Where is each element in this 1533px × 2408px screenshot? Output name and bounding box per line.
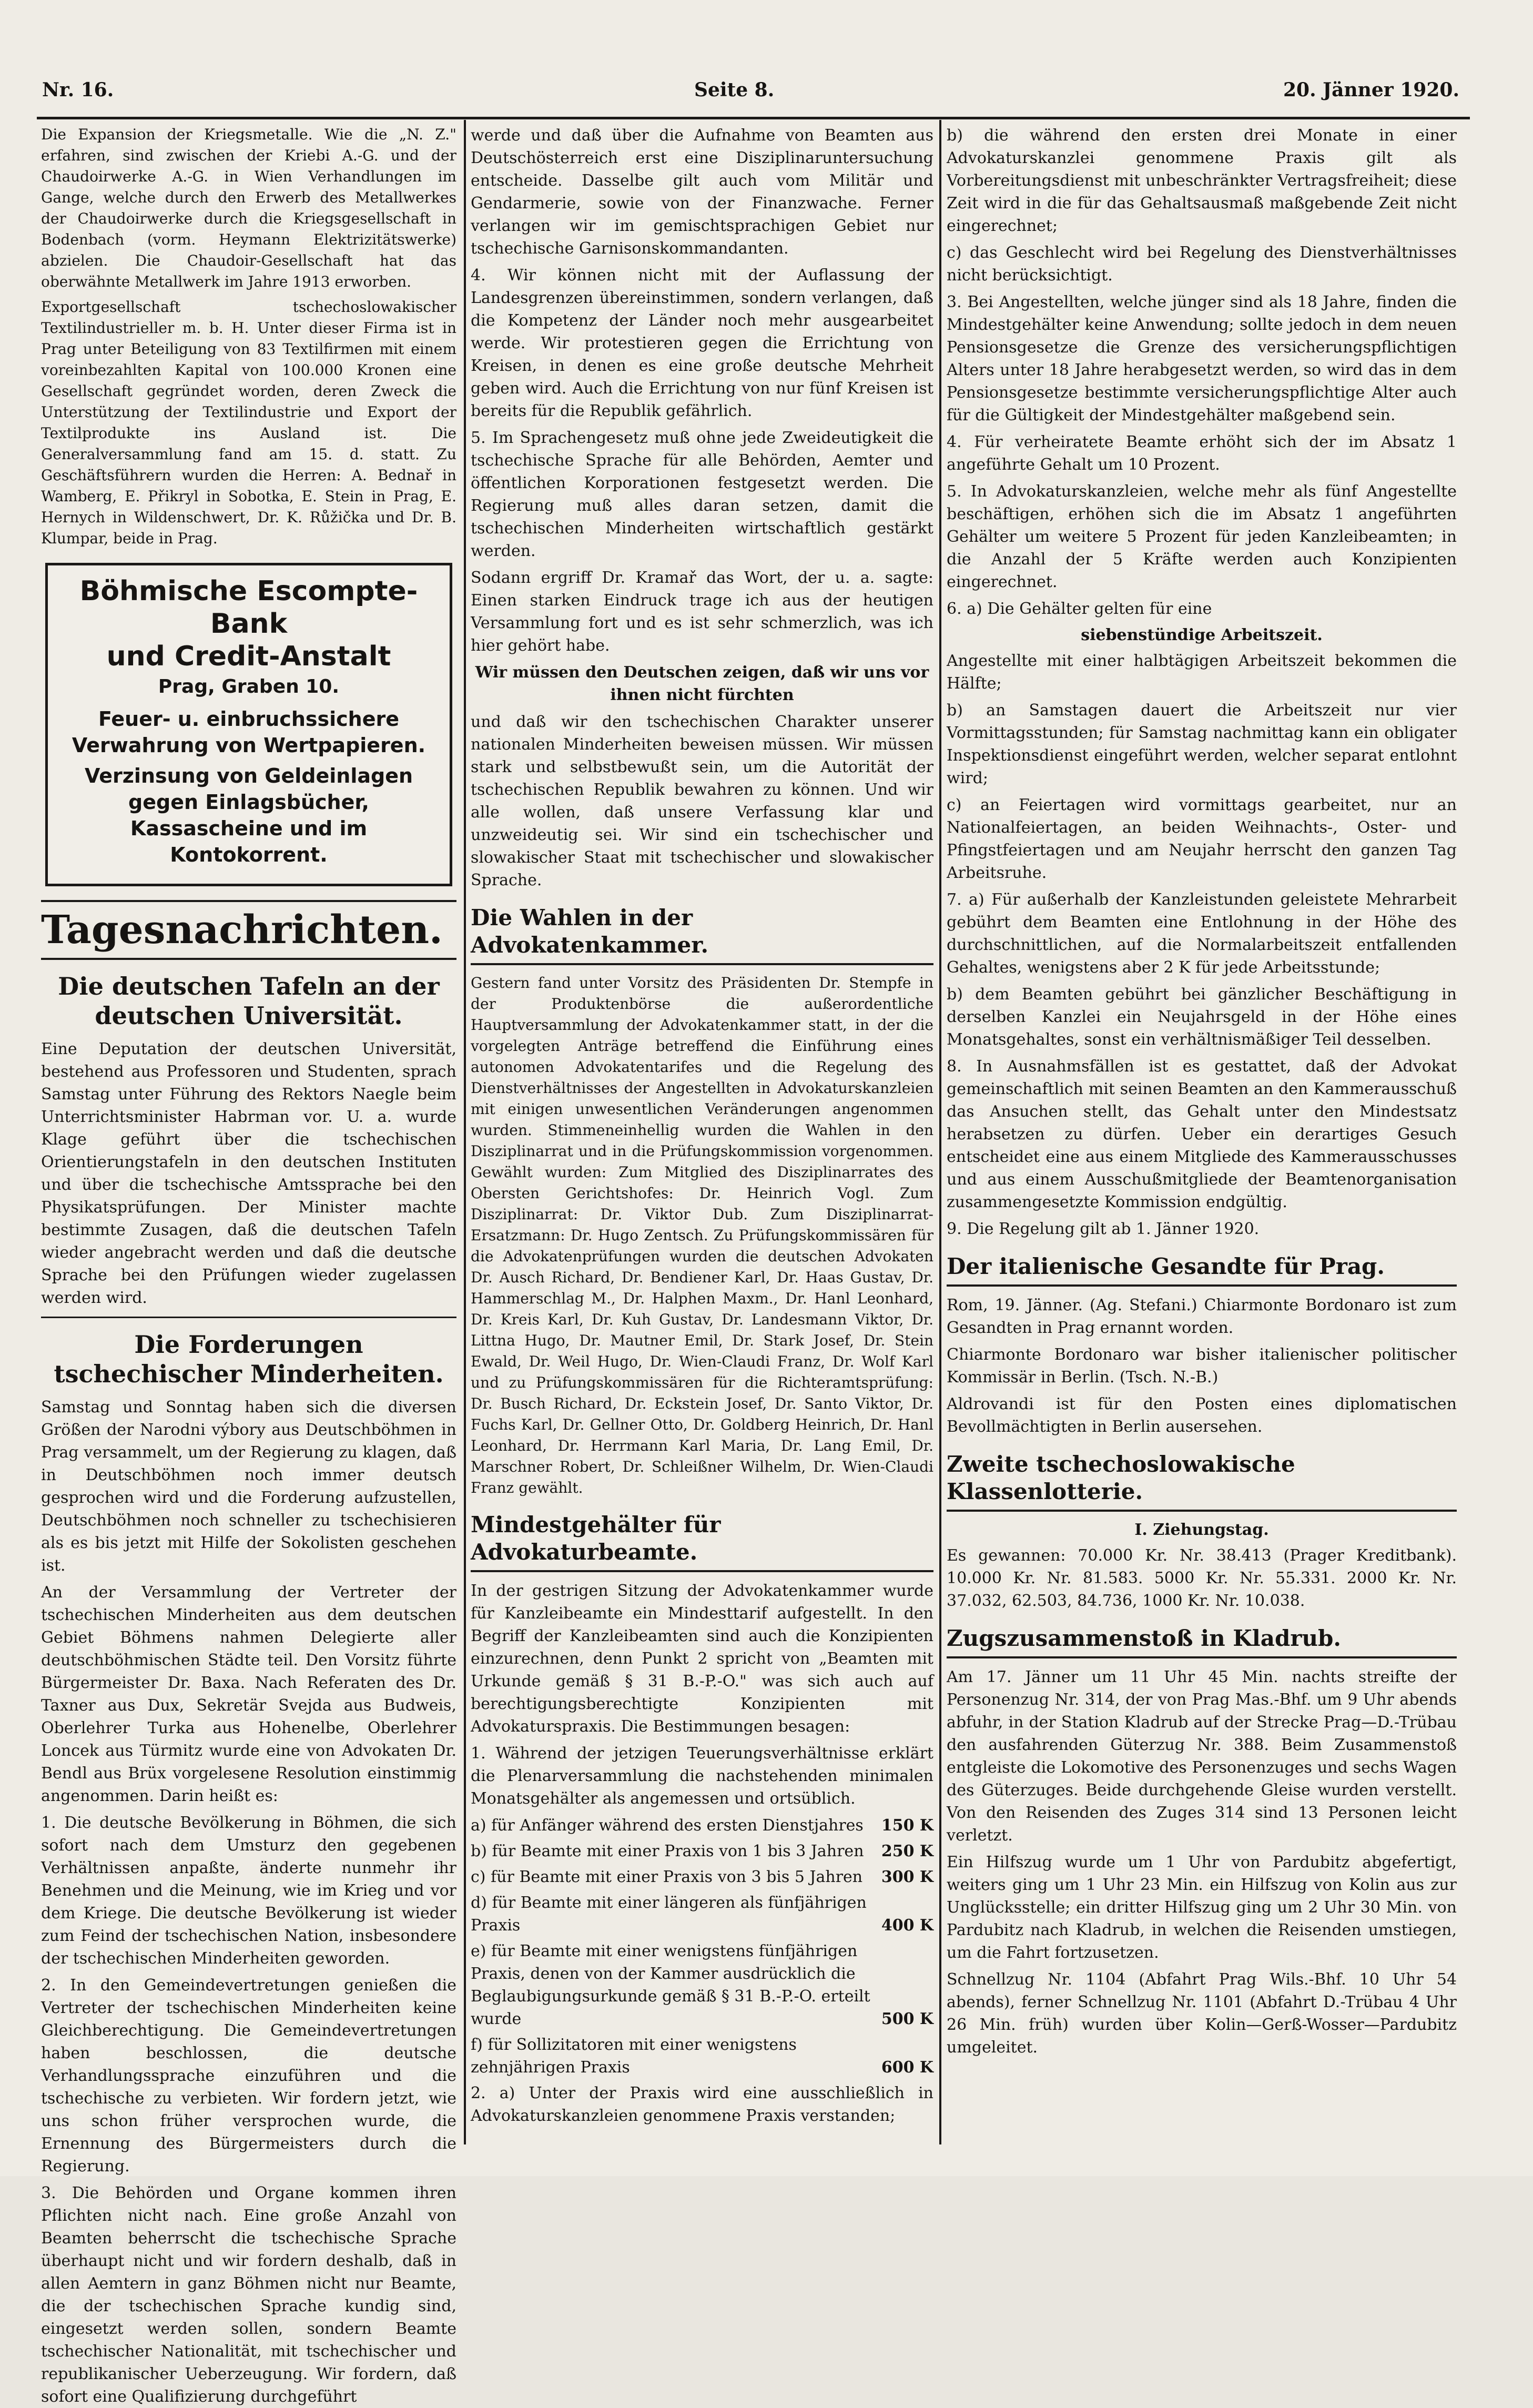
salary-label: d) für Beamte mit einer längeren als fünfjährigen Praxis [471,1894,867,1935]
ad-title: und Credit-Anstalt [106,641,391,672]
article-paragraph: c) das Geschlecht wird bei Regelung des Dienstverhältnisses nicht berücksichtigt. [947,244,1457,285]
article-paragraph: 5. In Advokaturskanzleien, welche mehr als fünf Angestellte beschäftigen, erhöhen sich die im Absatz 1 angeführten Gehälter um weitere 5 Prozent für jeden Kanzleibeamten; in die Anzahl der 5 Kräfte werden auch Konzipienten eingerechnet. [947,482,1457,591]
salary-list [471,1814,933,2079]
article-paragraph: und daß wir den tschechischen Charakter unserer nationalen Minderheiten beweisen müssen. Wir müssen stark und selbstbewußt sein, um die Autorität der tschechischen Republik bewahren zu können. Und wir alle wollen, daß unsere Verfassung klar und unzweideutig sei. Wir sind ein tschechischer und slowakischer Staat mit tschechischer und slowakischer Sprache. [471,713,933,889]
article-paragraph: b) an Samstagen dauert die Arbeitszeit nur vier Vormittagsstunden; für Samstag nachmittag kann ein obligater Inspektionsdienst eingeführt werden, welcher separat entlohnt wird; [947,701,1457,787]
salary-amount: 400 K [881,1916,933,1935]
salary-row [471,1866,933,1888]
salary-row [471,1840,933,1863]
salary-row [471,1891,933,1937]
salary-label: e) für Beamte mit einer wenigstens fünfjährigen Praxis, denen von der Kammer ausdrücklich die Beglaubigungsurkunde gemäß § 31 B.-P.-O. erteilt wurde [471,1942,870,2028]
issue-number: Nr. 16. [42,79,114,101]
article-paragraph: 2. In den Gemeindevertretungen genießen die Vertreter der tschechischen Minderheiten keine Gleichberechtigung. Die Gemeindevertretungen haben beschlossen, die deutsche Verhandlungssprache einzuführen und die tschechische zu verbieten. Wir fordern jetzt, wie uns schon früher versprochen wurde, die Ernennung des Bürgermeisters durch die Regierung. [41,1976,456,2176]
article-paragraph: Es gewannen: 70.000 Kr. Nr. 38.413 (Prager Kreditbank). 10.000 Kr. Nr. 81.583. 5000 Kr. Nr. 55.331. 2000 Kr. Nr. 37.032, 62.503, 84.736, 1000 Kr. Nr. 10.038. [947,1546,1457,1610]
salary-amount: 500 K [881,2010,933,2028]
article-paragraph: Rom, 19. Jänner. (Ag. Stefani.) Chiarmonte Bordonaro ist zum Gesandten in Prag ernannt worden. [947,1296,1457,1337]
article-paragraph: 8. In Ausnahmsfällen ist es gestattet, daß der Advokat gemeinschaftlich mit seinen Beamten an den Kammerausschuß das Ansuchen stellt, das Gehalt unter den Mindestsatz herabsetzen zu dürfen. Ueber ein derartiges Gesuch entscheidet eine aus einem Mitgliede des Kammerausschusses und aus einem Ausschußmitgliede der Beamtenorganisation zusammengesetzte Kommission endgültig. [947,1057,1457,1211]
article-paragraph: 7. a) Für außerhalb der Kanzleistunden geleistete Mehrarbeit gebührt dem Beamten eine Entlohnung in der Höhe des durchschnittlichen, auf die Normalarbeitszeit entfallenden Gehaltes, wenigstens aber 2 K für jede Arbeitsstunde; [947,891,1457,977]
article-paragraph: Die Expansion der Kriegsmetalle. Wie die „N. Z." erfahren, sind zwischen der Kriebi A.-G. und der Chaudoirwerke A.-G. in Wien Verhandlungen im Gange, welche durch den Erwerb des Metallwerkes der Chaudoirwerke durch die Kriegsgesellschaft in Bodenbach (vorm. Heymann Elektrizitätswerke) abzielen. Die Chaudoir-Gesellschaft hat das oberwähnte Metallwerk im Jahre 1913 erworben. [41,126,456,290]
article-paragraph: Exportgesellschaft tschechoslowakischer Textilindustrieller m. b. H. Unter dieser Firma ist in Prag unter Beteiligung von 83 Textilfirmen mit einem voreinbezahlten Kapital von 100.000 Kronen eine Gesellschaft gegründet worden, deren Zweck die Unterstützung der Textilindustrie und Export der Textilprodukte ins Ausland ist. Die Generalversammlung fand am 15. d. statt. Zu Geschäftsführern wurden die Herren: A. Bednař in Wamberg, E. Přikryl in Sobotka, E. Stein in Prag, E. Hernych in Wildenschwert, Dr. K. Růžička und Dr. B. Klumpar, beide in Prag. [41,298,456,547]
article-paragraph: Sodann ergriff Dr. Kramař das Wort, der u. a. sagte: Einen starken Eindruck trage ich aus der heutigen Versammlung fort und es ist sehr schmerzlich, was ich hier gehört habe. [471,569,933,655]
article-paragraph: 3. Die Behörden und Organe kommen ihren Pflichten nicht nach. Eine große Anzahl von Beamten beherrscht die tschechische Sprache überhaupt nicht und wir fordern deshalb, daß in allen Aemtern in ganz Böhmen nicht nur Beamte, die der tschechischen Sprache kundig sind, eingesetzt werden sollen, sondern Beamte tschechischer Nationalität, mit tschechischer und republikanischer Ueberzeugung. Wir fordern, daß sofort eine Qualifizierung durchgeführt [41,2184,456,2406]
article-paragraph: Ein Hilfszug wurde um 1 Uhr von Pardubitz abgefertigt, weiters ging um 1 Uhr 23 Min. ein Hilfszug von Kolin aus zur Unglücksstelle; ein dritter Hilfszug ging um 2 Uhr 30 Min. von Pardubitz nach Kladrub, in welchen die Reisenden umstiegen, um die Fahrt fortzusetzen. [947,1853,1457,1962]
salary-amount: 600 K [881,2058,933,2077]
article-paragraph: In der gestrigen Sitzung der Advokatenkammer wurde für Kanzleibeamte ein Mindesttarif aufgestellt. In den Begriff der Kanzleibeamten sind auch die Konzipienten einzurechnen, denn Punkt 2 spricht von „Beamten mit Urkunde gemäß § 31 B.-P.-O." was sich auch auf berechtigungsberechtigte Konzipienten mit Advokaturspraxis. Die Bestimmungen besagen: [471,1582,933,1736]
article-paragraph: b) dem Beamten gebührt bei gänzlicher Beschäftigung in derselben Kanzlei ein Neujahrsgeld in der Höhe eines Monatsgehaltes, sonst ein verhältnismäßiger Teil desselben. [947,985,1457,1049]
article-paragraph: 1. Während der jetzigen Teuerungsverhältnisse erklärt die Plenarversammlung die nachstehenden minimalen Monatsgehälter als angemessen und ortsüblich. [471,1744,933,1808]
header-rule [37,117,1470,119]
article-paragraph: 9. Die Regelung gilt ab 1. Jänner 1920. [947,1220,1260,1238]
salary-row [471,1940,933,2030]
article-paragraph: b) die während den ersten drei Monate in einer Advokaturskanzlei genommene Praxis gilt als Vorbereitungsdienst mit unbeschränkter Vertragsfreiheit; diese Zeit wird in die für das Gehaltsausmaß maßgebende Zeit nicht eingerechnet; [947,126,1457,235]
ad-text: Feuer- u. einbruchssichere Verwahrung von Wertpapieren. [72,707,426,757]
article-paragraph: 6. a) Die Gehälter gelten für eine [947,600,1212,618]
salary-label: f) für Sollizitatoren mit einer wenigstens zehnjährigen Praxis [471,2036,797,2077]
page-number: Seite 8. [694,79,775,101]
column-3 [947,124,1457,2144]
article-paragraph: Schnellzug Nr. 1104 (Abfahrt Prag Wils.-Bhf. 10 Uhr 54 abends), ferner Schnellzug Nr. 1101 (Abfahrt D.-Trübau 4 Uhr 26 Min. früh) wurden über Kolin—Gerß-Wosser—Pardubitz umgeleitet. [947,1970,1457,2057]
article-headline: Zweite tschechoslowakische Klassenlotterie. [947,1451,1457,1512]
article-paragraph: c) an Feiertagen wird vormittags gearbeitet, nur an Nationalfeiertagen, an beiden Weihnachts-, Oster- und Pfingstfeiertagen und am Neujahr herrscht den ganzen Tag Arbeitsruhe. [947,796,1457,882]
article-headline: Die deutschen Tafeln an der deutschen Universität. [58,972,440,1030]
article-paragraph: Chiarmonte Bordonaro war bisher italienischer politischer Kommissär in Berlin. (Tsch. N.-B.) [947,1345,1457,1387]
article-paragraph: An der Versammlung der Vertreter der tschechischen Minderheiten aus dem deutschen Gebiet Böhmens nahmen Delegierte aller deutschböhmischen Städte teil. Den Vorsitz führte Bürgermeister Dr. Baxa. Nach Referaten des Dr. Taxner aus Dux, Sekretär Svejda aus Budweis, Oberlehrer Turka aus Hohenelbe, Oberlehrer Loncek aus Türmitz wurde eine von Advokaten Dr. Bendl aus Brüx vorgelesene Resolution einstimmig angenommen. Darin heißt es: [41,1583,456,1805]
salary-label: c) für Beamte mit einer Praxis von 3 bis 5 Jahren [471,1868,863,1886]
column-1 [41,124,456,2406]
salary-label: a) für Anfänger während des ersten Dienstjahres [471,1816,864,1835]
column-divider [464,120,466,2144]
article-paragraph: werde und daß über die Aufnahme von Beamten aus Deutschösterreich erst eine Disziplinaruntersuchung entscheide. Dasselbe gilt auch vom Militär und Gendarmerie, sowie von der Finanzwache. Ferner verlangen wir im gemischtsprachigen Gebiet nur tschechische Garnisonskommandanten. [471,126,933,258]
article-paragraph: Angestellte mit einer halbtägigen Arbeitszeit bekommen die Hälfte; [947,652,1457,693]
salary-amount: 300 K [881,1868,933,1886]
article-paragraph: Eine Deputation der deutschen Universität, bestehend aus Professoren und Studenten, sprach Samstag unter Führung des Rektors Naegle beim Unterrichtsminister Habrman vor. U. a. wurde Klage geführt über die tschechischen Orientierungstafeln in den deutschen Instituten und über die tschechische Amtssprache bei den Physikatsprüfungen. Der Minister machte bestimmte Zusagen, daß die deutschen Tafeln wieder angebracht werden und daß die deutsche Sprache bei den Prüfungen wieder zugelassen werden wird. [41,1040,456,1307]
article-paragraph: 4. Für verheiratete Beamte erhöht sich der im Absatz 1 angeführte Gehalt um 10 Prozent. [947,433,1457,474]
column-divider [939,120,941,2144]
salary-amount: 150 K [881,1816,933,1835]
bank-advertisement [45,563,452,886]
article-paragraph: Am 17. Jänner um 11 Uhr 45 Min. nachts streifte der Personenzug Nr. 314, der von Prag Mas.-Bhf. um 9 Uhr abends abfuhr, in der Station Kladrub auf der Strecke Prag—D.-Trübau den ausfahrenden Güterzug Nr. 388. Beim Zusammenstoß entgleiste die Lokomotive des Personenzuges und sechs Wagen des Güterzuges. Beide durchgehende Gleise wurden verstellt. Von den Reisenden des Zuges 314 sind 13 Personen leicht verletzt. [947,1668,1457,1845]
salary-row [471,1814,933,1837]
article-paragraph: 5. Im Sprachengesetz muß ohne jede Zweideutigkeit die tschechische Sprache für alle Behörden, Aemter und öffentlichen Korporationen festgesetzt werden. Die Regierung muß alles daran setzen, damit die tschechischen Minderheiten wirtschaftlich gestärkt werden. [471,429,933,560]
page-header [42,79,1459,110]
article-subheading: I. Ziehungstag. [1134,1521,1269,1539]
article-headline: Der italienische Gesandte für Prag. [947,1253,1457,1287]
article-paragraph: Samstag und Sonntag haben sich die diversen Größen der Narodni výbory aus Deutschböhmen in Prag versammelt, um der Regierung zu klagen, daß in Deutschböhmen noch immer deutsch gesprochen wird und die Forderung aufzustellen, Deutschböhmen noch schneller zu tschechisieren als es bis jetzt mit Hilfe der Sokolisten geschehen ist. [41,1398,456,1575]
salary-row [471,2033,933,2079]
article-headline: Die Forderungen tschechischer Minderheiten. [54,1330,444,1388]
ad-title: Böhmische Escompte-Bank [79,575,418,640]
article-subheading: siebenstündige Arbeitszeit. [1081,626,1323,644]
article-paragraph: Gestern fand unter Vorsitz des Präsidenten Dr. Stempfe in der Produktenbörse die außerordentliche Hauptversammlung der Advokatenkammer statt, in der die vorgelegten Anträge betreffend die Einführung eines autonomen Advokatentarifes und die Regelung des Dienstverhältnisses der Angestellten in Advokaturskanzleien mit einigen unwesentlichen Veränderungen angenommen wurden. Stimmeneinhellig wurden die Wahlen in den Disziplinarrat und in die Prüfungskommission vorgenommen. Gewählt wurden: Zum Mitglied des Disziplinarrates des Obersten Gerichtshofes: Dr. Heinrich Vogl. Zum Disziplinarrat: Dr. Viktor Dub. Zum Disziplinarrat-Ersatzmann: Dr. Hugo Zentsch. Zu Prüfungskommissären für die Advokatenprüfungen wurden die deutschen Advokaten Dr. Ausch Richard, Dr. Bendiener Karl, Dr. Haas Gustav, Dr. Hammerschlag M., Dr. Halphen Maxm., Dr. Hanl Leonhard, Dr. Kreis Karl, Dr. Kuh Gustav, Dr. Landesmann Viktor, Dr. Littna Hugo, Dr. Mautner Emil, Dr. Stark Josef, Dr. Stein Ewald, Dr. Weil Hugo, Dr. Wien-Claudi Franz, Dr. Wolf Karl und zu Prüfungskommissären für die Richteramtsprüfung: Dr. Busch Richard, Dr. Eckstein Josef, Dr. Santo Viktor, Dr. Fuchs Karl, Dr. Gellner Otto, Dr. Goldberg Heinrich, Dr. Hanl Leonhard, Dr. Herrmann Karl Maria, Dr. Lang Emil, Dr. Marschner Robert, Dr. Schleißner Wilhelm, Dr. Wien-Claudi Franz gewählt. [471,974,933,1496]
article-emphasis: Wir müssen den Deutschen zeigen, daß wir uns vor ihnen nicht fürchten [475,663,929,704]
article-paragraph: 1. Die deutsche Bevölkerung in Böhmen, die sich sofort nach dem Umsturz den gegebenen Verhältnissen anpaßte, änderte nunmehr ihr Benehmen und die Meinung, wie im Krieg und vor dem Kriege. Die deutsche Bevölkerung ist wieder zum Feind der tschechischen Nation, insbesondere der tschechischen Minderheiten geworden. [41,1814,456,1968]
section-title: Tagesnachrichten. [41,900,456,960]
issue-date: 20. Jänner 1920. [1283,79,1459,101]
ad-text: Verzinsung von Geldeinlagen gegen Einlagsbücher, Kassascheine und im Kontokorrent. [84,764,413,866]
article-paragraph: 3. Bei Angestellten, welche jünger sind als 18 Jahre, finden die Mindestgehälter keine Anwendung; sollte jedoch in dem neuen Pensionsgesetze die Grenze des versicherungspflichtigen Alters unter 18 Jahre herabgesetzt werden, so wird das in dem Pensionsgesetze bestimmte versicherungspflichtige Alter auch für die Gültigkeit der Mindestgehälter maßgebend sein. [947,293,1457,424]
article-paragraph: 4. Wir können nicht mit der Auflassung der Landesgrenzen übereinstimmen, sondern verlangen, daß die Kompetenz der Länder noch mehr ausgearbeitet werde. Wir protestieren gegen die Errichtung von Kreisen, in denen es eine große deutsche Mehrheit geben wird. Auch die Errichtung von nur fünf Kreisen ist bereits für die Republik gefährlich. [471,266,933,420]
article-headline: Mindestgehälter für Advokaturbeamte. [471,1511,933,1572]
salary-label: b) für Beamte mit einer Praxis von 1 bis 3 Jahren [471,1842,864,1860]
article-paragraph: Aldrovandi ist für den Posten eines diplomatischen Bevollmächtigten in Berlin ausersehen. [947,1395,1457,1436]
article-paragraph: 2. a) Unter der Praxis wird eine ausschließlich in Advokaturskanzleien genommene Praxis verstanden; [471,2084,933,2125]
article-divider [41,1317,456,1318]
column-2 [471,124,933,2144]
article-headline: Die Wahlen in der Advokatenkammer. [471,904,933,965]
ad-address: Prag, Graben 10. [158,676,340,697]
article-headline: Zugszusammenstoß in Kladrub. [947,1625,1457,1658]
salary-amount: 250 K [881,1842,933,1860]
